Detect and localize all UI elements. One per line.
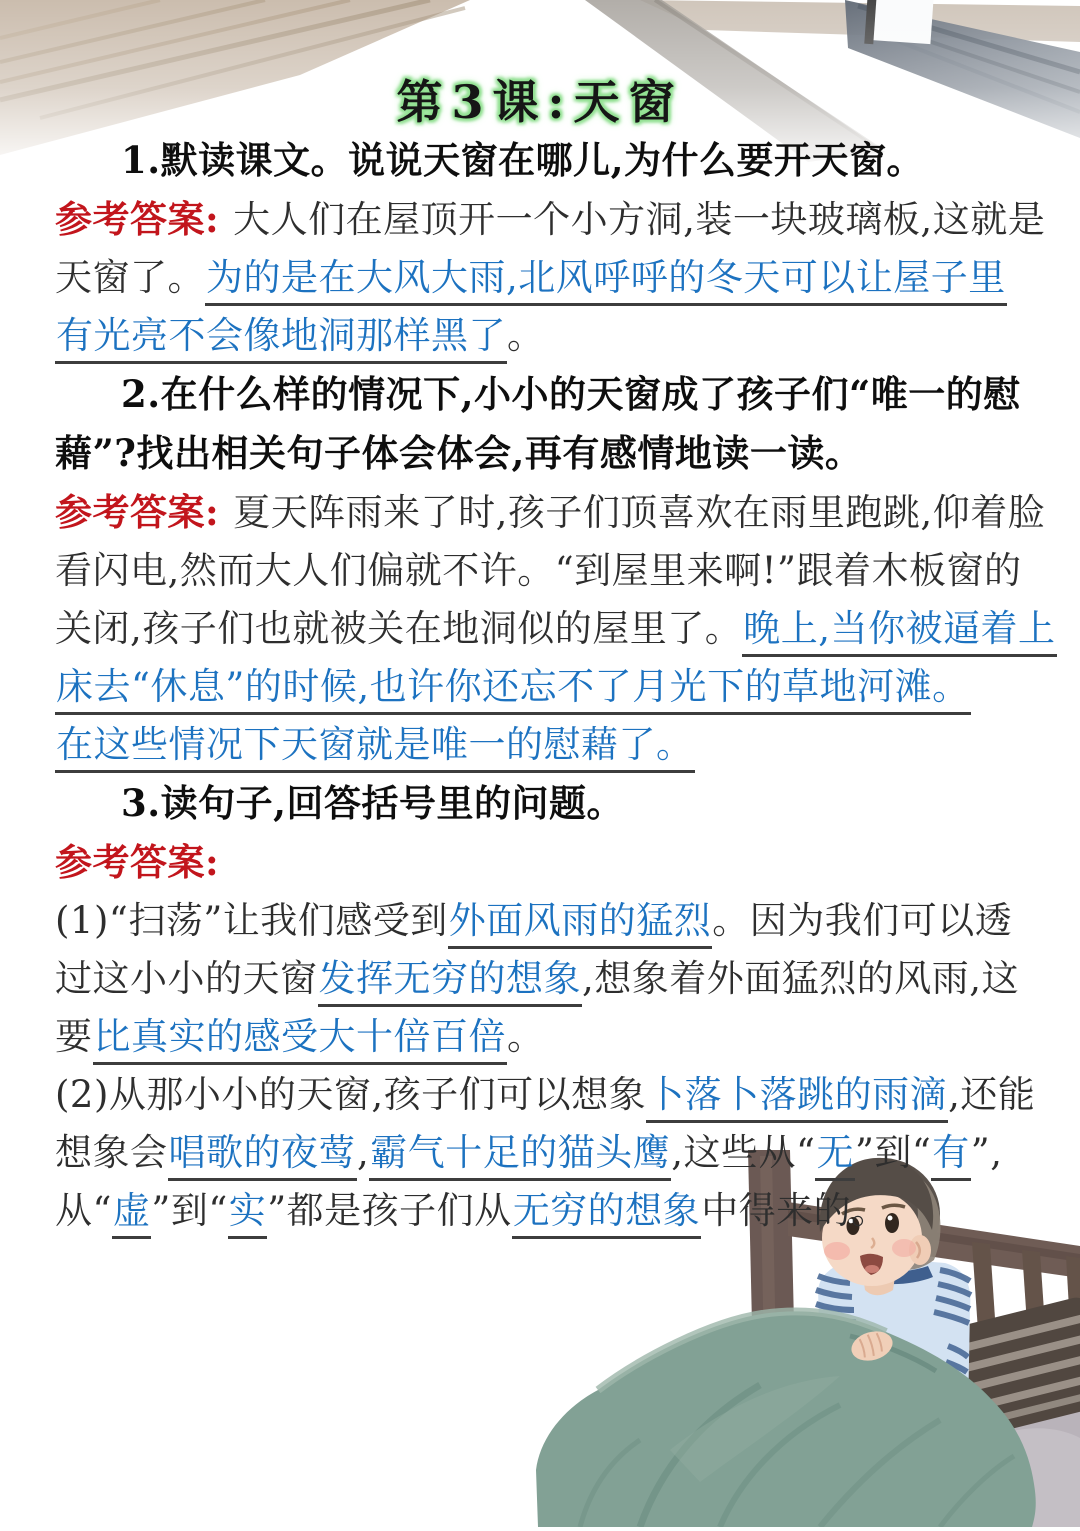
text-segment-text: 想象会 (55, 1131, 168, 1174)
text-segment-text: ”到“ (151, 1189, 228, 1232)
text-segment-text: 大人们在屋顶开一个小方洞,装一块玻璃板,这就是 (233, 198, 1046, 241)
text-segment-blue: 有光亮不会像地洞那样黑了 (55, 314, 507, 364)
text-segment-text: 天窗了。 (55, 256, 205, 299)
text-segment-text: , (357, 1131, 370, 1174)
text-segment-blue: 卜落卜落跳的雨滴 (646, 1073, 948, 1123)
text-segment-text: (2)从那小小的天窗,孩子们可以想象 (55, 1073, 647, 1116)
answer-3-part2-line-3 (55, 1182, 1040, 1240)
answer-3-part1-line-1 (55, 892, 1040, 950)
question-2-line-2 (55, 424, 1040, 483)
answer-1-line-1 (55, 190, 1046, 249)
text-segment-blue: 比真实的感受大十倍百倍 (93, 1015, 508, 1065)
text-segment-blue: 虚 (112, 1189, 152, 1239)
text-segment-blue: 无 (815, 1131, 855, 1181)
text-segment-text: 。 (507, 314, 545, 357)
text-segment-blue: 床去“休息”的时候,也许你还忘不了月光下的草地河滩。 (55, 665, 971, 715)
text-segment-blue: 在这些情况下天窗就是唯一的慰藉了。 (55, 723, 695, 773)
text-segment-blue: 霸气十足的猫头鹰 (369, 1131, 671, 1181)
text-segment-blue: 无穷的想象 (512, 1189, 702, 1239)
document-body (55, 131, 1056, 1240)
answer-2-line-1 (55, 483, 1046, 542)
text-segment-blue: 发挥无穷的想象 (318, 957, 583, 1007)
text-segment-bold: 3.读句子,回答括号里的问题。 (121, 781, 625, 825)
text-segment-text: (1)“扫荡”让我们感受到 (55, 899, 448, 942)
text-segment-blue: 为的是在大风大雨,北风呼呼的冬天可以让屋子里 (205, 256, 1007, 306)
answer-3-part2-line-1 (55, 1066, 1040, 1124)
answer-2-line-5 (55, 716, 1040, 774)
text-segment-text: 过这小小的天窗 (55, 957, 318, 1000)
text-segment-bold: 2.在什么样的情况下,小小的天窗成了孩子们“唯一的慰 (121, 372, 1021, 416)
text-segment-red: 参考答案: (55, 197, 220, 241)
text-segment-text: ,这些从“ (671, 1131, 816, 1174)
text-segment-text: ,想象着外面猛烈的风雨,这 (582, 957, 1020, 1000)
text-segment-text: ”都是孩子们从 (267, 1189, 512, 1232)
text-segment-blue: 外面风雨的猛烈 (448, 899, 713, 949)
text-segment-blue: 有 (931, 1131, 971, 1181)
text-segment-bold: 1.默读课文。说说天窗在哪儿,为什么要开天窗。 (121, 138, 925, 182)
question-1 (55, 131, 1040, 190)
answer-3-part1-line-2 (55, 950, 1040, 1008)
text-segment-text: 关闭,孩子们也就被关在地洞似的屋里了。 (55, 607, 743, 650)
answer-1-line-3 (55, 307, 1040, 365)
text-segment-text: 要 (55, 1015, 93, 1058)
text-segment-blue: 实 (228, 1189, 268, 1239)
text-segment-text: ”, (970, 1131, 1003, 1174)
text-segment-blue: 唱歌的夜莺 (168, 1131, 358, 1181)
answer-3-part2-line-2 (55, 1124, 1040, 1182)
text-segment-text: 中得来的。 (701, 1189, 889, 1232)
text-segment-text: ,还能 (948, 1073, 1036, 1116)
page-title: 第3课:天窗 (396, 75, 684, 129)
answer-1-line-2 (55, 249, 1040, 307)
text-segment-text: 。 (507, 1015, 545, 1058)
text-segment-red: 参考答案: (55, 840, 220, 884)
question-3 (55, 774, 1040, 833)
answer-3-label (55, 833, 1040, 892)
text-segment-text: 夏天阵雨来了时,孩子们顶喜欢在雨里跑跳,仰着脸 (233, 491, 1046, 534)
answer-2-line-2 (55, 542, 1040, 600)
text-segment-text: 从“ (55, 1189, 112, 1232)
answer-2-line-3 (55, 600, 1056, 658)
text-segment-text: 看闪电,然而大人们偏就不许。“到屋里来啊!”跟着木板窗的 (55, 549, 1022, 592)
answer-3-part1-line-3 (55, 1008, 1040, 1066)
text-segment-text: ”到“ (854, 1131, 932, 1174)
question-2-line-1 (55, 365, 1040, 424)
text-segment-text: 。因为我们可以透 (712, 899, 1013, 942)
text-segment-bold: 藉”?找出相关句子体会体会,再有感情地读一读。 (55, 431, 863, 475)
text-segment-blue: 晚上,当你被逼着上 (742, 607, 1056, 657)
text-segment-red: 参考答案: (55, 490, 220, 534)
answer-2-line-4 (55, 658, 1040, 716)
